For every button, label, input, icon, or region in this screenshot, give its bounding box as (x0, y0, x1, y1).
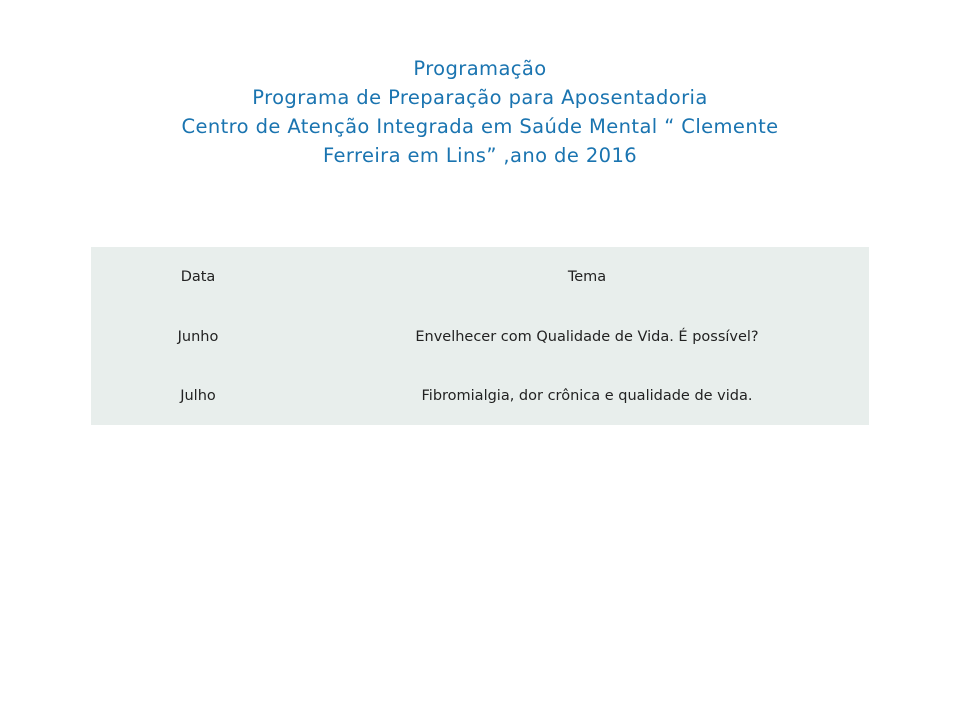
row-date-cell: Julho (180, 388, 216, 404)
table-header-row (91, 247, 869, 307)
title-line-programa: Programa de Preparação para Aposentadoria (252, 86, 708, 109)
header-topic: Tema (567, 269, 607, 285)
title-line-ferreira: Ferreira em Lins” ,ano de 2016 (322, 144, 638, 167)
title-line-centro: Centro de Atenção Integrada em Saúde Mental “ Clemente (181, 115, 779, 138)
title-line-programacao: Programação (413, 57, 547, 80)
page-title (0, 54, 960, 170)
row-topic-cell: Envelhecer com Qualidade de Vida. É possível? (415, 329, 759, 345)
schedule-table (91, 247, 869, 425)
header-date: Data (180, 269, 216, 285)
table-row (91, 307, 869, 367)
row-topic-cell: Fibromialgia, dor crônica e qualidade de vida. (421, 388, 753, 404)
row-date-cell: Junho (177, 329, 219, 345)
table-row (91, 366, 869, 426)
